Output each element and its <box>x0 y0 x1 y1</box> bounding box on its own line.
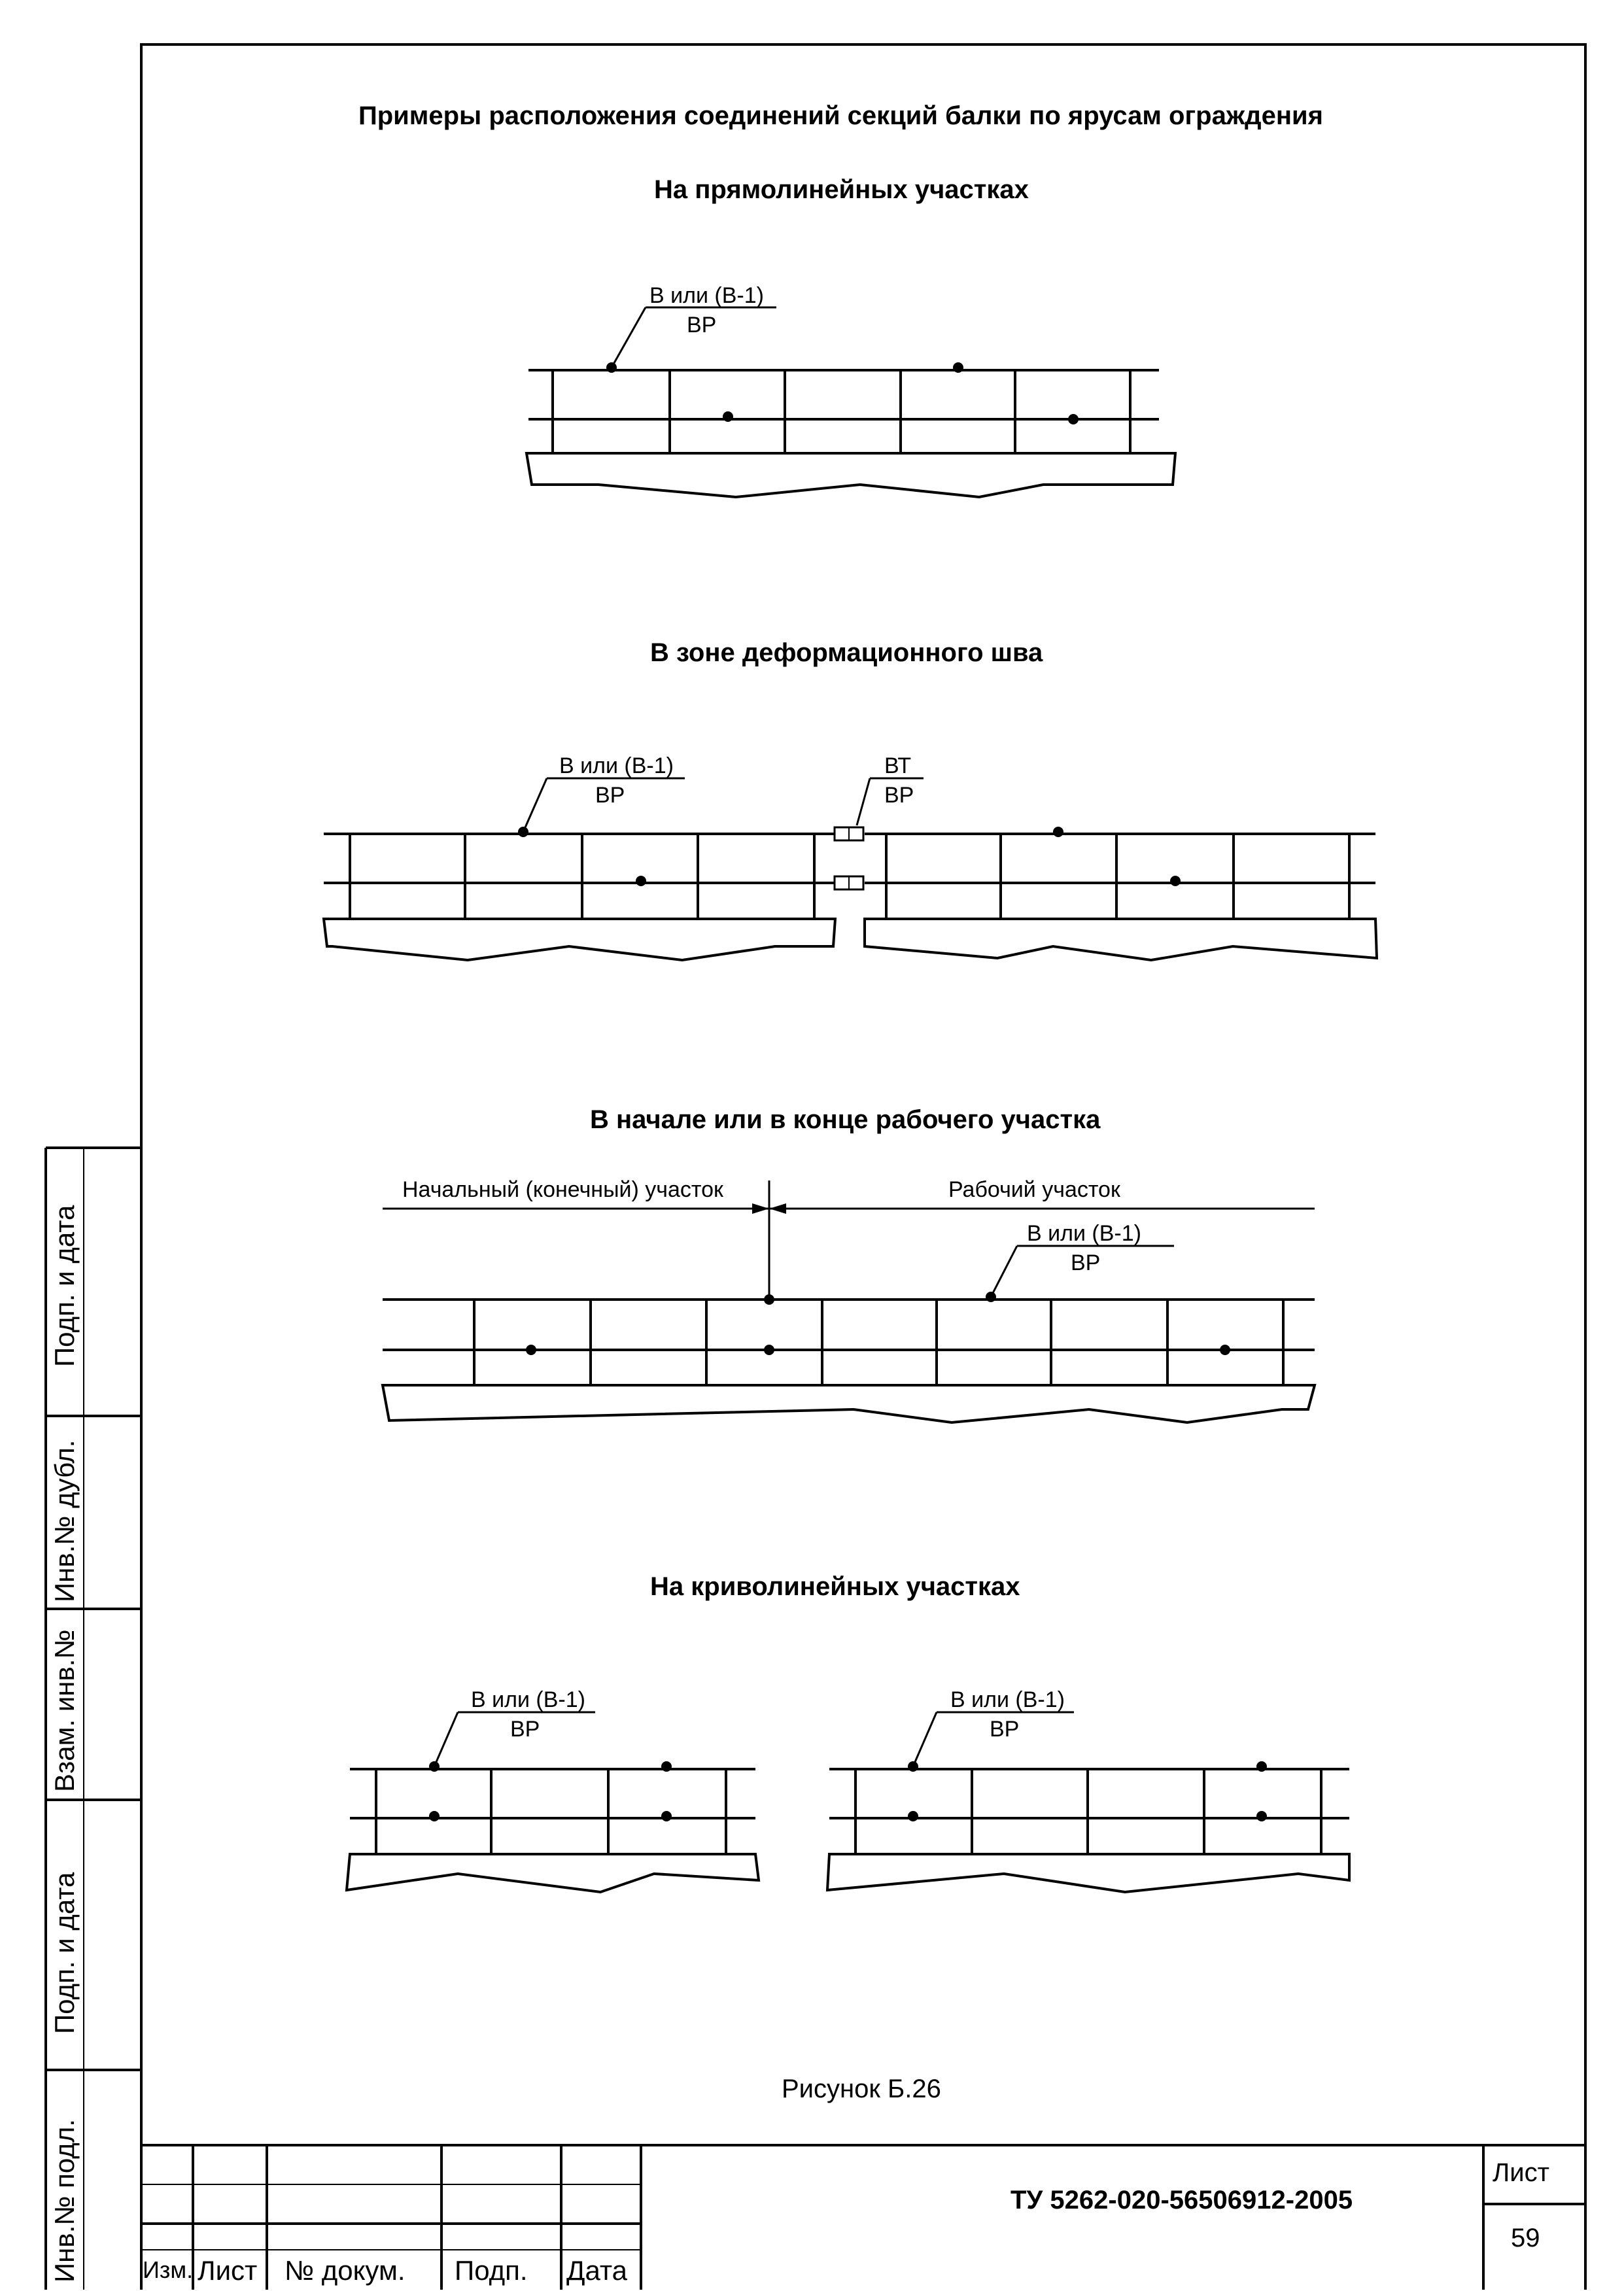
joint-dot <box>1170 876 1181 886</box>
tb-izm: Изм. <box>143 2256 194 2283</box>
side-label-podp-data-2: Подп. и дата <box>49 1872 80 2034</box>
label-vr: ВР <box>687 313 717 337</box>
tb-list: Лист <box>198 2255 258 2286</box>
joint-dot <box>429 1811 440 1821</box>
tb-designation: ТУ 5262-020-56506912-2005 <box>1011 2186 1353 2214</box>
label-v-or-v1: В или (В-1) <box>950 1687 1065 1712</box>
label-vr: ВР <box>884 783 914 808</box>
joint-dot <box>764 1294 774 1305</box>
diagram-straight <box>527 307 1175 497</box>
joint-dot <box>764 1345 774 1355</box>
tb-doc-no: № докум. <box>285 2255 406 2286</box>
joint-dot <box>429 1761 440 1772</box>
diagram-joint <box>324 778 1377 960</box>
label-vr: ВР <box>595 783 625 808</box>
joint-dot <box>908 1811 918 1821</box>
label-working-section: Рабочий участок <box>948 1177 1120 1202</box>
joint-dot <box>606 362 617 373</box>
label-v-or-v1: В или (В-1) <box>471 1687 585 1712</box>
tb-sheet-number: 59 <box>1511 2224 1540 2252</box>
figure-caption: Рисунок Б.26 <box>782 2075 941 2103</box>
diagram-start-end <box>383 1180 1315 1422</box>
section-heading-straight: На прямолинейных участках <box>654 175 1029 204</box>
joint-dot <box>1256 1761 1267 1772</box>
label-vt: ВТ <box>884 753 912 778</box>
side-label-inv-podl: Инв.№ подл. <box>49 2119 80 2282</box>
label-vr: ВР <box>1071 1250 1101 1275</box>
joint-dot <box>1256 1811 1267 1821</box>
label-vr: ВР <box>990 1717 1020 1742</box>
joint-dot <box>526 1345 536 1355</box>
joint-dot <box>953 362 963 373</box>
joint-dot <box>1053 827 1063 837</box>
joint-dot <box>908 1761 918 1772</box>
label-v-or-v1: В или (В-1) <box>649 283 764 308</box>
side-label-inv-dubl: Инв.№ дубл. <box>49 1439 80 1602</box>
label-vr: ВР <box>510 1717 540 1742</box>
tb-sheet-label: Лист <box>1493 2158 1549 2187</box>
tb-data: Дата <box>566 2255 628 2286</box>
joint-dot <box>723 411 733 422</box>
diagram-curved-left <box>347 1712 759 1892</box>
joint-dot <box>636 876 646 886</box>
joint-dot <box>1068 414 1079 424</box>
section-heading-start-end: В начале или в конце рабочего участка <box>590 1105 1101 1134</box>
joint-dot <box>518 827 528 837</box>
label-initial-section: Начальный (конечный) участок <box>402 1177 723 1202</box>
page-title: Примеры расположения соединений секций балки по ярусам ограждения <box>358 101 1323 130</box>
label-v-or-v1: В или (В-1) <box>1027 1221 1141 1246</box>
joint-dot <box>661 1761 672 1772</box>
joint-dot <box>1220 1345 1230 1355</box>
diagram-curved-right <box>827 1712 1349 1892</box>
label-v-or-v1: В или (В-1) <box>559 753 674 778</box>
joint-dot <box>661 1811 672 1821</box>
side-label-podp-data-1: Подп. и дата <box>49 1205 80 1367</box>
section-heading-curved: На криволинейных участках <box>650 1572 1020 1601</box>
connection-dots <box>429 362 1267 1821</box>
joint-dot <box>986 1292 996 1302</box>
side-label-vzam-inv: Взам. инв.№ <box>49 1629 80 1792</box>
tb-podp: Подп. <box>455 2255 528 2286</box>
section-heading-joint: В зоне деформационного шва <box>650 638 1043 667</box>
